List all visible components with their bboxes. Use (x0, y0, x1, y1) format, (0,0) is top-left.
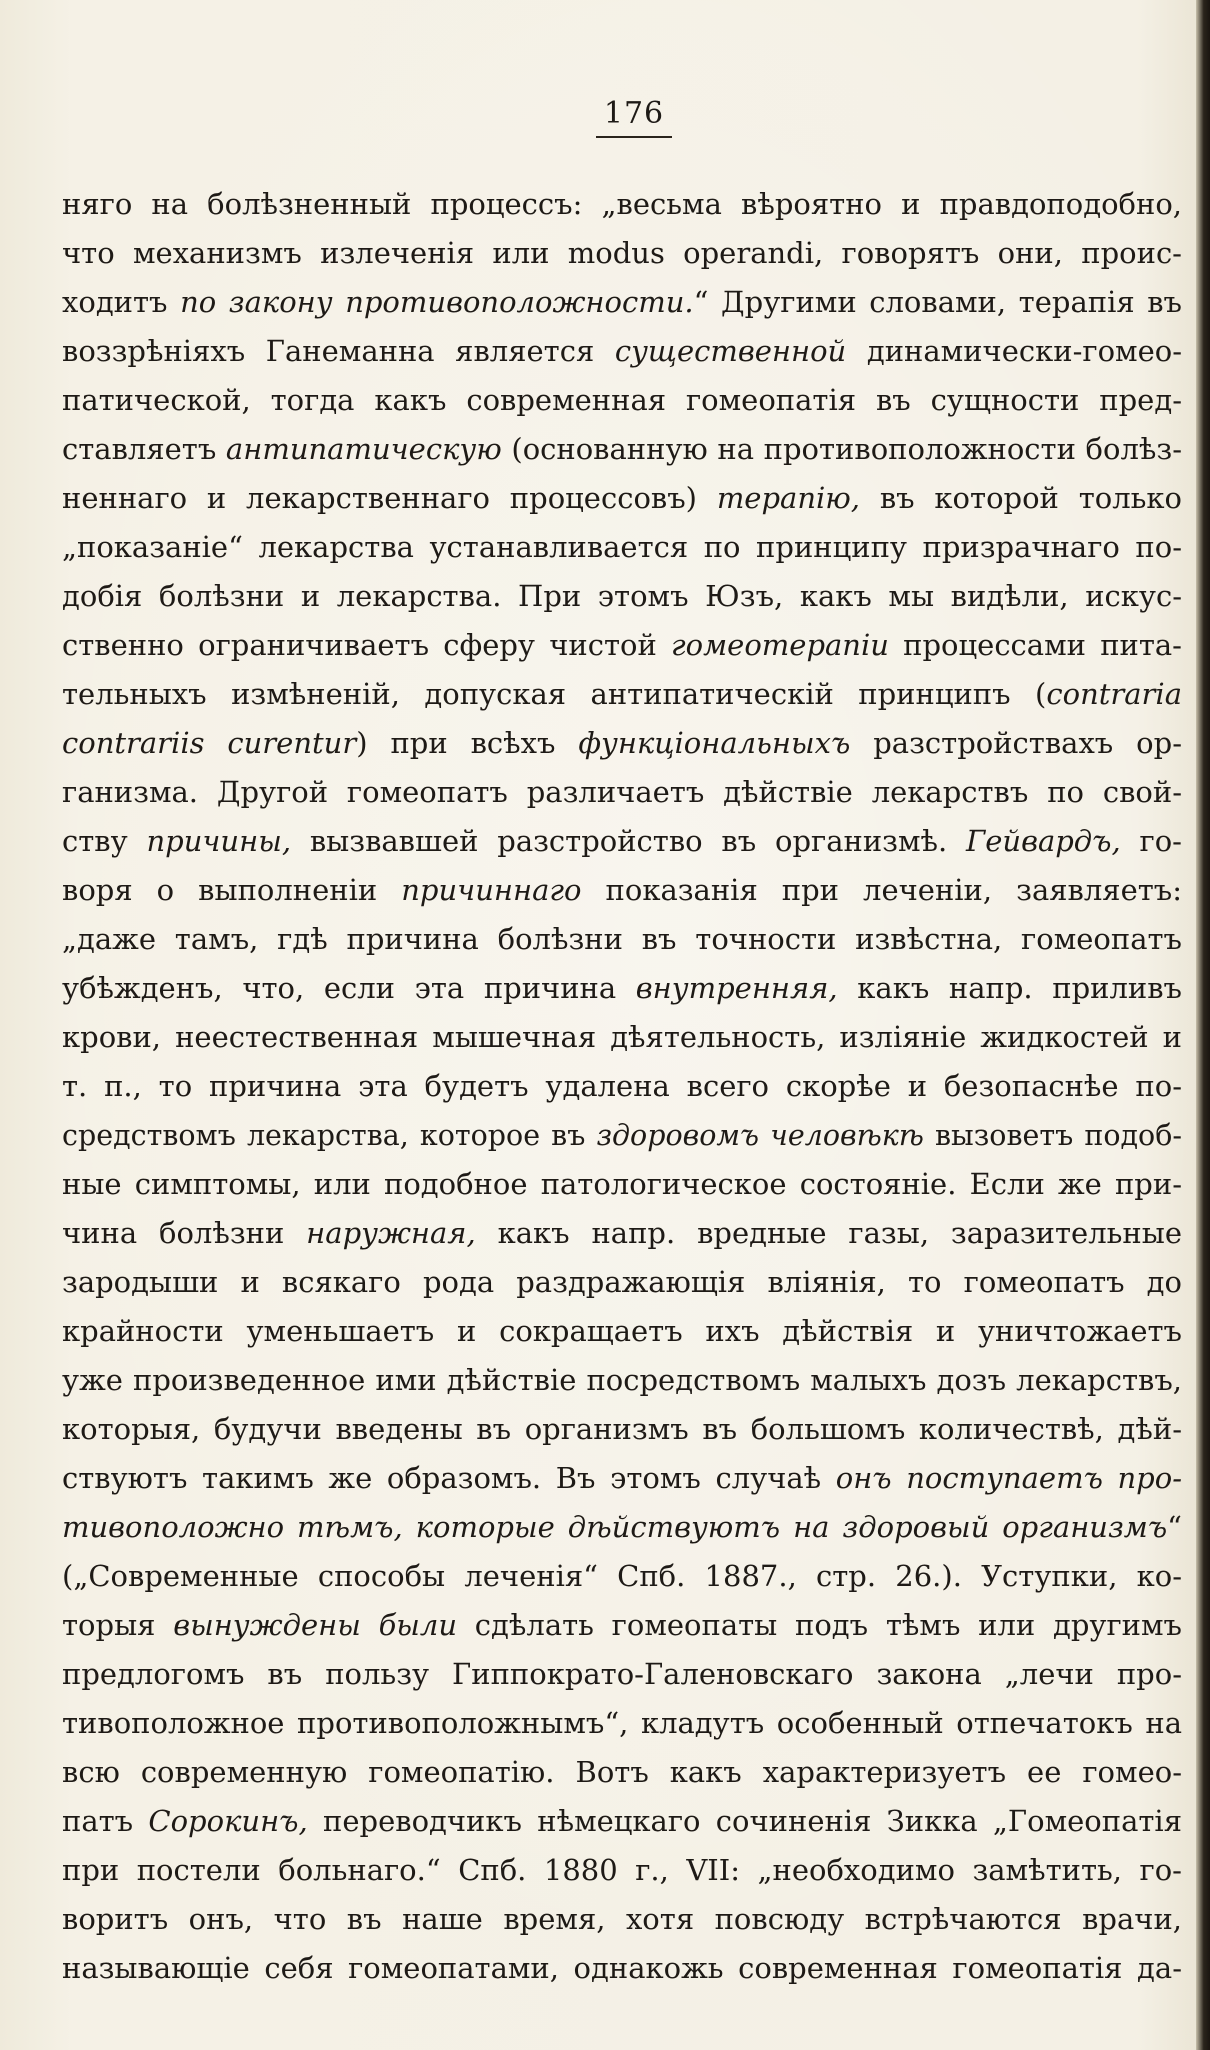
text-line (62, 229, 1182, 278)
italic-text-segment: существенной (614, 334, 847, 368)
text-segment: неннаго и лекарственнаго процессовъ) (62, 481, 717, 515)
text-segment: ству (62, 824, 147, 858)
text-segment: „показаніе“ лекарства устанавливается по принципу призрачнаго по- (62, 530, 1182, 564)
text-line (62, 1748, 1182, 1797)
page-number: 176 (603, 96, 665, 131)
text-segment: т. п., то причина эта будетъ удалена всего скорѣе и безопаснѣе по- (62, 1069, 1182, 1103)
text-line (62, 474, 1182, 523)
text-segment: сдѣлать гомеопаты подъ тѣмъ или другимъ (457, 1608, 1182, 1642)
italic-text-segment: contrariis curentur (62, 726, 357, 760)
text-line (62, 670, 1182, 719)
text-segment: тельныхъ измѣненій, допуская антипатическій принципъ ( (62, 677, 1047, 711)
italic-text-segment: тивоположно тѣмъ, которые дѣйствуютъ на здоровый организмъ (62, 1510, 1168, 1544)
text-segment: тивоположное противоположнымъ“, кладутъ особенный отпечатокъ на (62, 1706, 1182, 1740)
text-line (62, 425, 1182, 474)
text-segment: процессами пита- (888, 628, 1182, 662)
text-line (62, 180, 1182, 229)
text-segment: торыя (62, 1608, 174, 1642)
text-segment: чина болѣзни (62, 1216, 307, 1250)
text-line (62, 1307, 1182, 1356)
text-line (62, 866, 1182, 915)
text-segment: “ (1167, 1510, 1182, 1544)
text-segment: уже произведенное ими дѣйствіе посредствомъ малыхъ дозъ лекарствъ, (62, 1363, 1182, 1397)
text-segment: ствуютъ такимъ же образомъ. Въ этомъ случаѣ (62, 1461, 836, 1495)
text-segment: ные симптомы, или подобное патологическое состояніе. Если же при- (62, 1167, 1182, 1201)
text-line (62, 1160, 1182, 1209)
text-line (62, 1650, 1182, 1699)
text-line (62, 1209, 1182, 1258)
text-segment: ганизма. Другой гомеопатъ различаетъ дѣйствіе лекарствъ по свой- (62, 775, 1182, 809)
text-line (62, 327, 1182, 376)
italic-text-segment: Гейвардъ, (966, 824, 1121, 858)
text-line (62, 719, 1182, 768)
text-segment: воря о выполненіи (62, 873, 402, 907)
text-segment: что механизмъ излеченія или modus operandi, говорятъ они, проис- (62, 236, 1182, 270)
text-segment: которыя, будучи введены въ организмъ въ большомъ количествѣ, дѣй- (62, 1412, 1182, 1446)
text-segment: убѣжденъ, что, если эта причина (62, 971, 636, 1005)
text-line (62, 1503, 1182, 1552)
text-segment: добія болѣзни и лекарства. При этомъ Юзъ, какъ мы видѣли, искус- (62, 579, 1182, 613)
italic-text-segment: антипатическую (225, 432, 502, 466)
text-line (62, 768, 1182, 817)
text-segment: ) при всѣхъ (356, 726, 579, 760)
text-segment: воритъ онъ, что въ наше время, хотя повсюду встрѣчаются врачи, (62, 1902, 1182, 1936)
text-line (62, 1895, 1182, 1944)
text-segment: патъ (62, 1804, 149, 1838)
text-line (62, 1699, 1182, 1748)
text-line (62, 1356, 1182, 1405)
text-line (62, 817, 1182, 866)
text-segment: показанія при леченіи, заявляетъ: (581, 873, 1182, 907)
italic-text-segment: причиннаго (401, 873, 582, 907)
text-segment: динамически-гомео- (846, 334, 1182, 368)
text-line (62, 964, 1182, 1013)
text-segment: при постели больнаго.“ Спб. 1880 г., VII: „необходимо замѣтить, го- (62, 1853, 1182, 1887)
text-line (62, 376, 1182, 425)
text-line (62, 1601, 1182, 1650)
text-segment: (основанную на противоположности болѣз- (501, 432, 1182, 466)
page-number-rule (596, 136, 672, 138)
text-segment: ходитъ (62, 285, 181, 319)
text-line (62, 1258, 1182, 1307)
text-segment: няго на болѣзненный процессъ: „весьма вѣроятно и правдоподобно, (62, 187, 1182, 221)
text-line (62, 1013, 1182, 1062)
page-edge-shadow (1196, 0, 1210, 2050)
text-segment: предлогомъ въ пользу Гиппократо-Галеновскаго закона „лечи про- (62, 1657, 1182, 1691)
text-segment: “ Другими словами, терапія въ (693, 285, 1182, 319)
text-segment: разстройствахъ ор- (850, 726, 1182, 760)
text-line (62, 1405, 1182, 1454)
italic-text-segment: функціональныхъ (578, 726, 851, 760)
text-segment: ставляетъ (62, 432, 226, 466)
text-line (62, 1062, 1182, 1111)
text-segment: называющіе себя гомеопатами, однакожь современная гомеопатія да- (62, 1951, 1182, 1985)
italic-text-segment: наружная, (306, 1216, 476, 1250)
italic-text-segment: по закону противоположности. (180, 285, 694, 319)
text-line (62, 1846, 1182, 1895)
italic-text-segment: здоровомъ человѣкѣ (596, 1119, 924, 1152)
text-segment: го- (1120, 824, 1182, 858)
text-segment: крайности уменьшаетъ и сокращаетъ ихъ дѣйствія и уничтожаетъ (62, 1314, 1182, 1348)
text-line (62, 572, 1182, 621)
italic-text-segment: причины, (146, 824, 292, 858)
italic-text-segment: онъ поступаетъ про- (835, 1461, 1182, 1495)
text-segment: въ которой только (860, 481, 1182, 515)
text-segment: вызвавшей разстройство въ организмѣ. (291, 824, 967, 858)
italic-text-segment: гомеотерапіи (671, 628, 889, 662)
text-line (62, 1944, 1182, 1993)
text-segment: ственно ограничиваетъ сферу чистой (62, 628, 671, 662)
text-segment: („Современные способы леченія“ Спб. 1887., стр. 26.). Уступки, ко- (62, 1559, 1182, 1593)
italic-text-segment: contraria (1046, 677, 1182, 711)
text-segment: „даже тамъ, гдѣ причина болѣзни въ точности извѣстна, гомеопатъ (62, 922, 1182, 956)
text-segment: воззрѣніяхъ Ганеманна является (62, 334, 615, 368)
text-line (62, 523, 1182, 572)
text-line (62, 1552, 1182, 1601)
text-segment: какъ напр. приливъ (837, 971, 1182, 1005)
text-line (62, 1797, 1182, 1846)
text-line (62, 915, 1182, 964)
text-segment: зародыши и всякаго рода раздражающія вліянія, то гомеопатъ до (62, 1265, 1182, 1299)
text-segment: переводчикъ нѣмецкаго сочиненія Зикка „Гомеопатія (307, 1804, 1182, 1838)
italic-text-segment: терапію, (716, 481, 861, 515)
text-line (62, 278, 1182, 327)
italic-text-segment: Сорокинъ, (148, 1804, 308, 1838)
text-segment: какъ напр. вредные газы, заразительные (475, 1216, 1182, 1250)
text-line (62, 1111, 1182, 1160)
text-segment: всю современную гомеопатію. Вотъ какъ характеризуетъ ее гомео- (62, 1755, 1182, 1789)
text-segment: патической, тогда какъ современная гомеопатія въ сущности пред- (62, 383, 1182, 417)
body-text (62, 180, 1182, 1993)
italic-text-segment: вынуждены были (173, 1608, 458, 1642)
text-segment: вызоветъ подоб- (923, 1119, 1182, 1152)
italic-text-segment: внутренняя, (635, 971, 838, 1005)
text-segment: средствомъ лекарства, которое въ (62, 1119, 597, 1152)
text-segment: крови, неестественная мышечная дѣятельность, изліяніе жидкостей и (62, 1020, 1182, 1054)
text-line (62, 1454, 1182, 1503)
text-line (62, 621, 1182, 670)
